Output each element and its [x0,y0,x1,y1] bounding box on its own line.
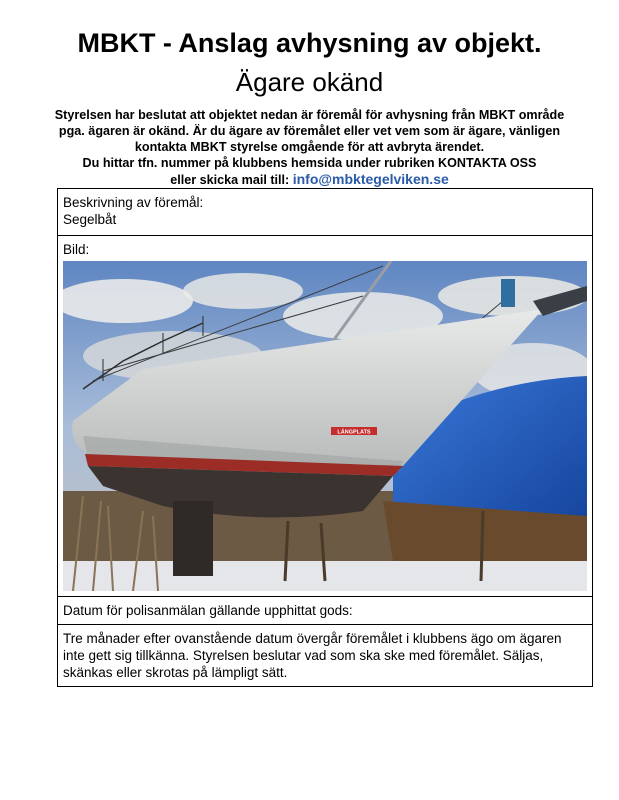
date-cell [58,597,593,625]
boat-sticker-text: LÄNGPLATS [337,429,371,436]
notice-line [40,171,579,188]
notice-line: kontakta MBKT styrelse omgående för att avbryta ärendet. [134,140,485,154]
page-subtitle: Ägare okänd [235,67,384,97]
date-label: Datum för polisanmälan gällande upphittat gods: [63,603,353,618]
notice-line: Styrelsen har beslutat att objektet nedan är föremål för avhysning från MBKT område [54,108,565,122]
notice-line: Du hittar tfn. nummer på klubbens hemsida under rubriken KONTAKTA OSS [82,156,537,170]
description-value: Segelbåt [63,212,117,227]
footer-text: Tre månader efter ovanstående datum övergår föremålet i klubbens ägo om ägaren inte gett sig tillkänna. Styrelsen beslutar vad som ska ske med föremålet. Säljas, skänkas eller skrotas på lämpligt sätt. [63,631,562,680]
image-cell [58,236,593,597]
boat-photo [63,261,587,591]
notice-text [40,107,579,188]
page-title: MBKT - Anslag avhysning av objekt. [77,28,542,58]
footer-cell [58,625,593,687]
notice-line-prefix: eller skicka mail till: [170,173,290,187]
notice-line: pga. ägaren är okänd. Är du ägare av föremålet eller vet vem som är ägare, vänligen [58,124,561,138]
image-label: Bild: [63,242,90,257]
description-cell [58,189,593,236]
object-form [57,188,593,687]
description-label: Beskrivning av föremål: [63,195,204,210]
email-link[interactable]: info@mbktegelviken.se [292,171,449,187]
